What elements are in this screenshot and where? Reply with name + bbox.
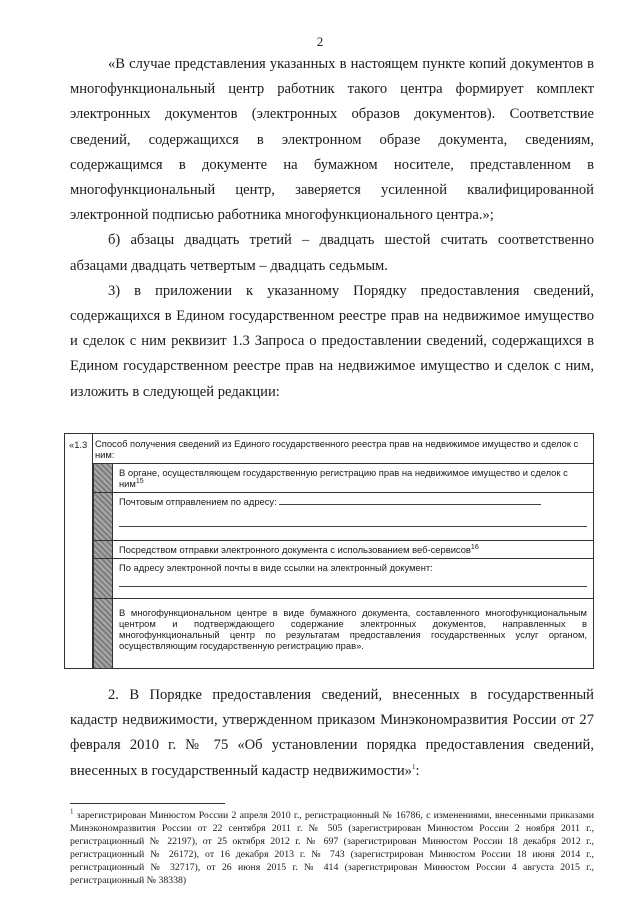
- page-number: 2: [316, 34, 324, 49]
- option-checkbox-registration-office[interactable]: [93, 464, 113, 492]
- footnote-divider: [70, 803, 225, 804]
- option-row-postal: [93, 493, 593, 541]
- paragraph-3: 3) в приложении к указанному Порядку предоставления сведений, содержащихся в Едином государственном реестре прав на недвижимое имущество и сделок с ним реквизит 1.3 Запроса о предоставлении сведений, содержащихся в Едином государственном реестре прав на недвижимое имущество и сделок с ним, изложить в следующей редакции:: [70, 282, 594, 400]
- requisite-header: Способ получения сведений из Единого государственного реестра прав на недвижимое имущество и сделок с ним:: [95, 438, 579, 460]
- requisite-code: «1.3: [69, 439, 88, 450]
- option-label-postal: Почтовым отправлением по адресу:: [119, 496, 587, 507]
- footnote-marker: 1: [70, 807, 74, 816]
- footnote-text: зарегистрирован Минюстом России 2 апреля 2010 г., регистрационный № 16786, с изменениями, внесенными приказами Минэкономразвития России от 22 сентября 2011 г. № 505 (зарегистрирован Минюстом России 2 ноября 2011 г., регистрационный № 22197), от 25 октября 2012 г. № 697 (зарегистрирован Минюстом России 18 декабря 2012 г., регистрационный № 26172), от 16 декабря 2013 г. № 743 (зарегистрирован Минюстом России 18 июня 2014 г., регистрационный № 32717), от 26 июня 2015 г. № 414 (зарегистрирован Минюстом России 4 августа 2015 г., регистрационный № 38338): [70, 810, 594, 886]
- option-row-mfc: [93, 599, 593, 668]
- option-checkbox-email[interactable]: [93, 559, 113, 598]
- paragraph-quote: «В случае представления указанных в настоящем пункте копий документов в многофункциональный центр работник такого центра формирует комплект электронных документов (электронных образов документов). Соответствие сведений, содержащихся в электронном образе документа, сведениям, содержащимся в документе на бумажном носителе, представленном в многофункциональный центр, заверяется усиленной квалифицированной электронной подписью работника многофункционального центра.»;: [70, 56, 594, 224]
- footnote-ref: 1: [411, 762, 416, 771]
- paragraph-2-block: [70, 683, 594, 784]
- footnote: [70, 809, 594, 887]
- option-row-registration-office: [93, 464, 593, 493]
- option-label-web-services: Посредством отправки электронного документа с использованием веб-сервисов$^{16}$: [119, 543, 479, 555]
- email-address-field[interactable]: [119, 586, 587, 587]
- option-checkbox-mfc[interactable]: [93, 599, 113, 668]
- option-label-registration-office: В органе, осуществляющем государственную регистрацию прав на недвижимое имущество и сделок с ним$^{15}$: [119, 467, 568, 489]
- option-row-email: [93, 559, 593, 599]
- option-row-web-services: [93, 541, 593, 559]
- requisite-code-cell: [65, 434, 93, 668]
- paragraph-b: б) абзацы двадцать третий – двадцать шестой считать соответственно абзацами двадцать четвертым – двадцать седьмым.: [70, 232, 594, 274]
- option-checkbox-postal[interactable]: [93, 493, 113, 540]
- postal-address-field-line2[interactable]: [119, 526, 587, 527]
- postal-address-field[interactable]: [279, 504, 541, 505]
- option-label-mfc: В многофункциональном центре в виде бумажного документа, составленного многофункциональным центром и подтверждающего содержание электронных документов, направленных в многофункциональный центр по результатам предоставления государственных услуг органом, осуществляющим государственную регистрацию прав».: [119, 607, 587, 651]
- requisite-form-table: [64, 433, 594, 669]
- option-label-email: По адресу электронной почты в виде ссылки на электронный документ:: [119, 562, 433, 573]
- paragraph-2: 2. В Порядке предоставления сведений, внесенных в государственный кадастр недвижимости, утвержденном приказом Минэкономразвития России от 27 февраля 2010 г. № 75 «Об установлении порядка предоставления сведений, внесенных в государственный кадастр недвижимости»$^1$:: [70, 687, 594, 779]
- intro-paragraphs: [70, 52, 594, 405]
- option-checkbox-web-services[interactable]: [93, 541, 113, 558]
